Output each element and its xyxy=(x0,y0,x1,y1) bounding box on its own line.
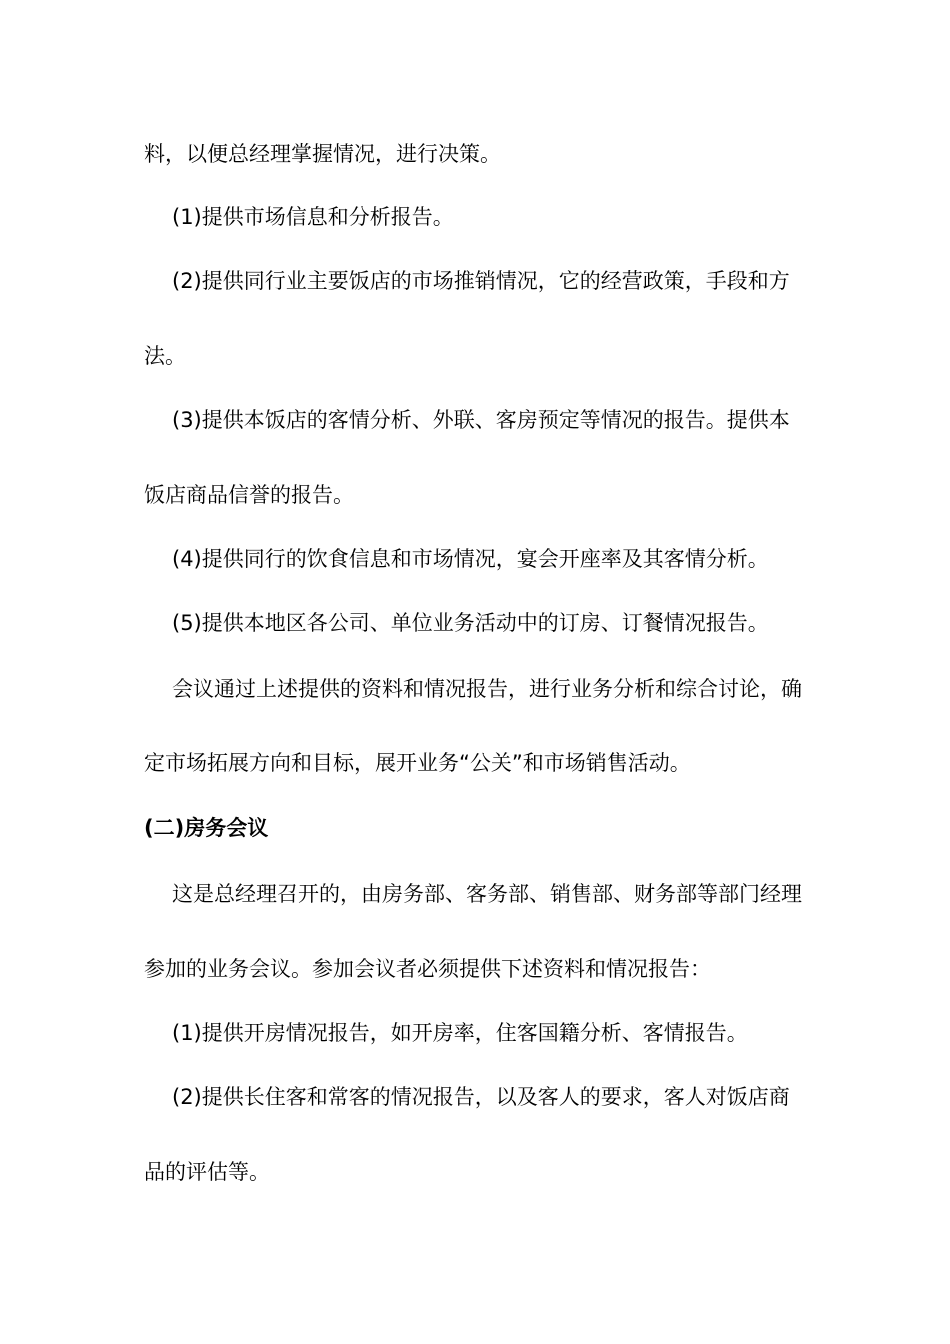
paragraph-line: 品的评估等。 xyxy=(144,1160,270,1184)
paragraph-line: 定市场拓展方向和目标，展开业务“公关”和市场销售活动。 xyxy=(144,751,691,775)
paragraph-line: 这是总经理召开的，由房务部、客务部、销售部、财务部等部门经理 xyxy=(172,882,802,906)
paragraph-line: 料，以便总经理掌握情况，进行决策。 xyxy=(144,142,501,166)
list-item-line: (1)提供开房情况报告，如开房率，住客国籍分析、客情报告。 xyxy=(172,1021,748,1045)
paragraph-line: 会议通过上述提供的资料和情况报告，进行业务分析和综合讨论，确 xyxy=(172,677,802,701)
list-item-line: (3)提供本饭店的客情分析、外联、客房预定等情况的报告。提供本 xyxy=(172,408,790,432)
paragraph-line: 饭店商品信誉的报告。 xyxy=(144,483,354,507)
section-heading: (二)房务会议 xyxy=(144,816,269,840)
list-item-line: (1)提供市场信息和分析报告。 xyxy=(172,205,454,229)
list-item-line: (2)提供长住客和常客的情况报告，以及客人的要求，客人对饭店商 xyxy=(172,1085,790,1109)
list-item-line: (4)提供同行的饮食信息和市场情况，宴会开座率及其客情分析。 xyxy=(172,547,769,571)
list-item-line: (2)提供同行业主要饭店的市场推销情况，它的经营政策，手段和方 xyxy=(172,269,790,293)
list-item-line: (5)提供本地区各公司、单位业务活动中的订房、订餐情况报告。 xyxy=(172,611,769,635)
paragraph-line: 参加的业务会议。参加会议者必须提供下述资料和情况报告： xyxy=(144,957,711,981)
paragraph-line: 法。 xyxy=(144,344,186,368)
